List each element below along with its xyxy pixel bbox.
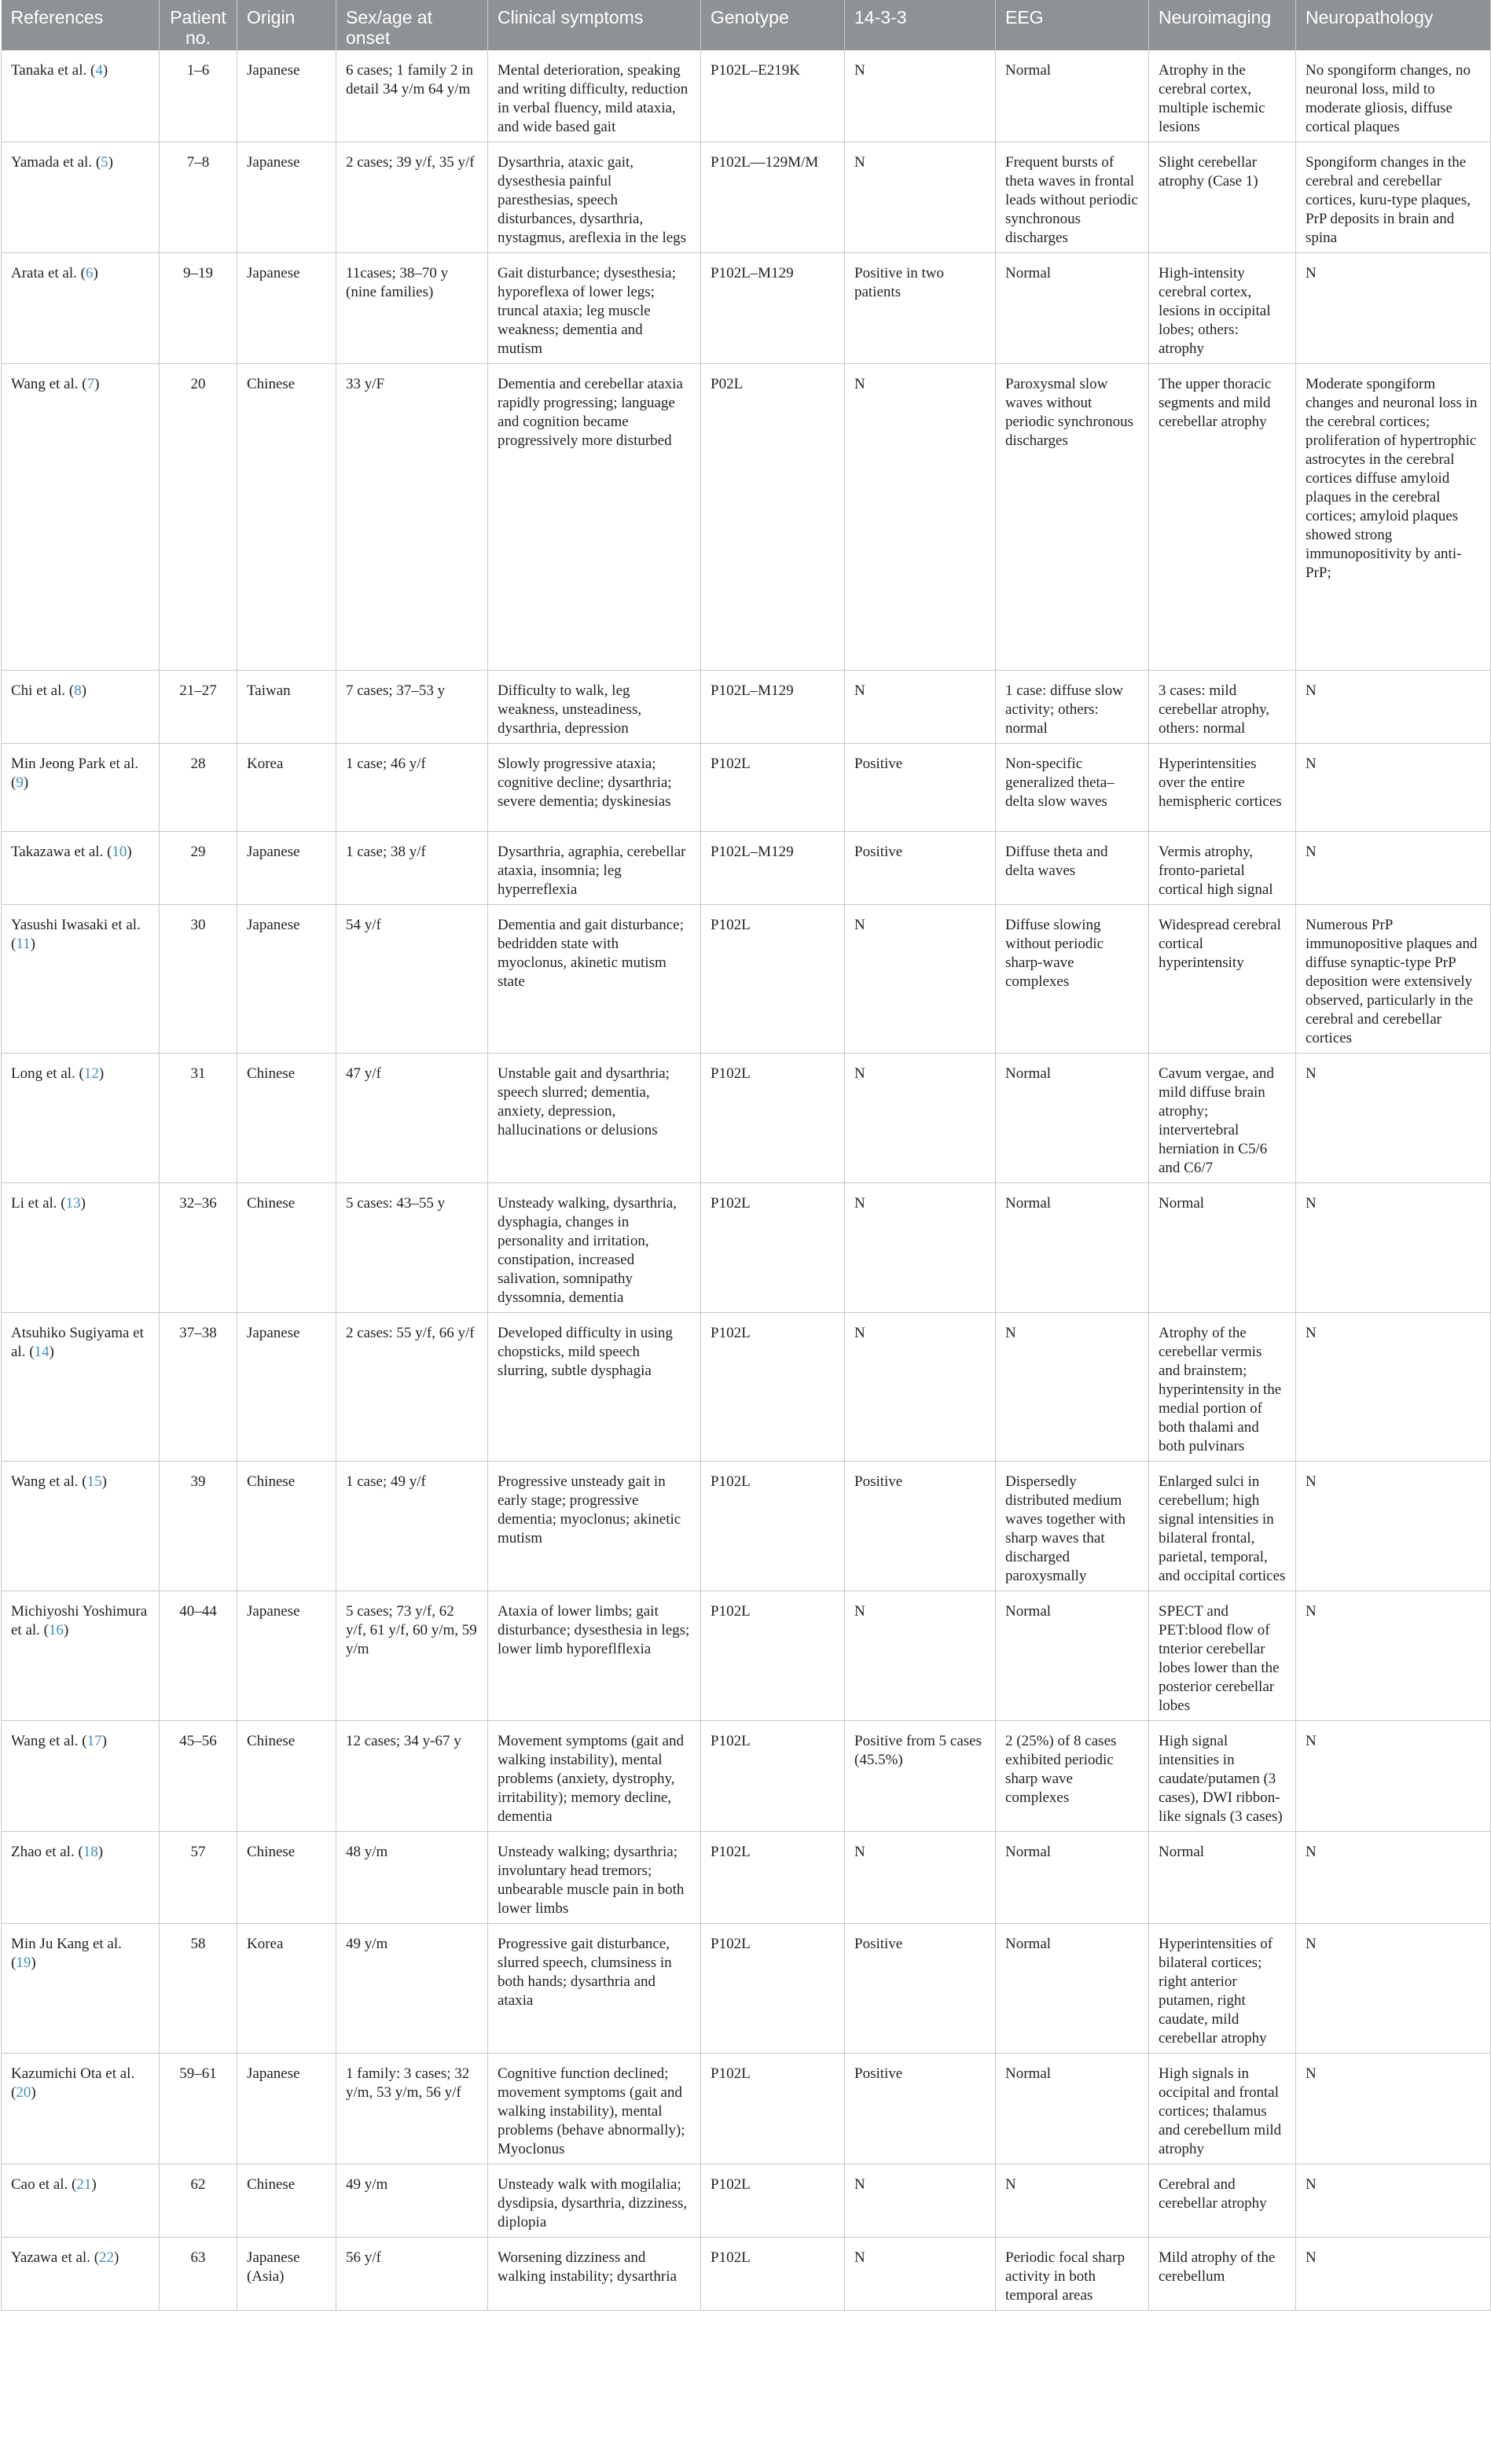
- reference-close: ): [127, 844, 132, 860]
- eeg-cell: Diffuse theta and delta waves: [996, 832, 1149, 905]
- eeg-cell: Non-specific generalized theta–delta slow waves: [996, 744, 1149, 832]
- patient-no-cell: 63: [160, 2238, 237, 2311]
- header-row: [2, 0, 1491, 50]
- neuropathology-cell: Moderate spongiform changes and neuronal loss in the cerebral cortices; proliferation of hypertrophic astrocytes in the cerebral cortices diffuse amyloid plaques in the cerebral cortices; amyloid plaques showed strong immunopositivity by anti-PrP;: [1296, 364, 1491, 671]
- origin-cell: Japanese: [237, 142, 336, 253]
- genotype-cell: P102L–M129: [701, 671, 845, 744]
- reference-close: ): [101, 1733, 107, 1749]
- origin-cell: Japanese: [237, 832, 336, 905]
- reference-cell: [2, 832, 160, 905]
- eeg-cell: Normal: [996, 1054, 1149, 1183]
- neuroimaging-cell: Atrophy of the cerebellar vermis and brainstem; hyperintensity in the medial portion of both thalami and both pulvinars: [1149, 1313, 1296, 1462]
- table-row: [2, 1832, 1491, 1924]
- reference-text: Arata et al. (: [11, 265, 86, 281]
- clinical-symptoms-cell: Ataxia of lower limbs; gait disturbance; dysesthesia in legs; lower limb hyporeflflexia: [488, 1591, 701, 1721]
- reference-text: Chi et al. (: [11, 682, 75, 699]
- citation-link[interactable]: 8: [74, 682, 82, 699]
- col-clinical-symptoms: Clinical symptoms: [488, 0, 701, 50]
- eeg-cell: 1 case: diffuse slow activity; others: normal: [996, 671, 1149, 744]
- clinical-symptoms-cell: Worsening dizziness and walking instability; dysarthria: [488, 2238, 701, 2311]
- neuropathology-cell: No spongiform changes, no neuronal loss, mild to moderate gliosis, diffuse cortical plaques: [1296, 50, 1491, 142]
- protein-14-3-3-cell: N: [845, 1313, 996, 1462]
- neuropathology-cell: N: [1296, 1462, 1491, 1591]
- table-row: [2, 1313, 1491, 1462]
- sex-age-cell: 1 case; 38 y/f: [336, 832, 488, 905]
- table-row: [2, 50, 1491, 142]
- reference-text: Wang et al. (: [11, 1733, 87, 1749]
- reference-close: ): [64, 1622, 69, 1638]
- reference-text: Michiyoshi Yoshimura et al. (: [11, 1603, 148, 1638]
- patient-no-cell: 29: [160, 832, 237, 905]
- col-patient-no: Patient no.: [160, 0, 237, 50]
- genotype-cell: P102L: [701, 1591, 845, 1721]
- neuroimaging-cell: Mild atrophy of the cerebellum: [1149, 2238, 1296, 2311]
- eeg-cell: Dispersedly distributed medium waves together with sharp waves that discharged paroxysmally: [996, 1462, 1149, 1591]
- reference-close: ): [80, 1195, 86, 1212]
- patient-no-cell: 1–6: [160, 50, 237, 142]
- clinical-symptoms-cell: Slowly progressive ataxia; cognitive decline; dysarthria; severe dementia; dyskinesias: [488, 744, 701, 832]
- patient-no-cell: 40–44: [160, 1591, 237, 1721]
- citation-link[interactable]: 15: [86, 1473, 102, 1490]
- neuropathology-cell: Spongiform changes in the cerebral and cerebellar cortices, kuru-type plaques, PrP deposits in brain and spina: [1296, 142, 1491, 253]
- reference-close: ): [98, 1065, 105, 1082]
- table-row: [2, 142, 1491, 253]
- genotype-cell: P102L: [701, 2164, 845, 2238]
- origin-cell: Japanese: [237, 253, 336, 364]
- table-row: [2, 2054, 1491, 2164]
- origin-cell: Chinese: [237, 1183, 336, 1313]
- protein-14-3-3-cell: N: [845, 1183, 996, 1313]
- citation-link[interactable]: 4: [95, 62, 103, 79]
- protein-14-3-3-cell: N: [845, 671, 996, 744]
- col-origin: Origin: [237, 0, 336, 50]
- citation-link[interactable]: 14: [34, 1344, 50, 1360]
- reference-close: ): [101, 1473, 107, 1490]
- col-neuropathology: Neuropathology: [1296, 0, 1491, 50]
- reference-close: ): [30, 936, 35, 952]
- citation-link[interactable]: 17: [86, 1733, 102, 1749]
- protein-14-3-3-cell: Positive in two patients: [845, 253, 996, 364]
- reference-cell: [2, 744, 160, 832]
- genotype-cell: P102L: [701, 1832, 845, 1924]
- neuroimaging-cell: SPECT and PET:blood flow of tnterior cerebellar lobes lower than the posterior cerebellar lobes: [1149, 1591, 1296, 1721]
- reference-text: Yamada et al. (: [11, 154, 101, 171]
- neuropathology-cell: N: [1296, 253, 1491, 364]
- table-row: [2, 1054, 1491, 1183]
- col-14-3-3: 14-3-3: [845, 0, 996, 50]
- sex-age-cell: 1 case; 46 y/f: [336, 744, 488, 832]
- sex-age-cell: 56 y/f: [336, 2238, 488, 2311]
- origin-cell: Japanese (Asia): [237, 2238, 336, 2311]
- genotype-cell: P102L: [701, 905, 845, 1054]
- clinical-symptoms-cell: Unsteady walk with mogilalia; dysdipsia, dysarthria, dizziness, diplopia: [488, 2164, 701, 2238]
- reference-cell: [2, 1832, 160, 1924]
- reference-text: Takazawa et al. (: [11, 844, 112, 860]
- origin-cell: Chinese: [237, 1054, 336, 1183]
- sex-age-cell: 7 cases; 37–53 y: [336, 671, 488, 744]
- clinical-symptoms-cell: Movement symptoms (gait and walking instability), mental problems (anxiety, dystrophy, irritability); memory decline, dementia: [488, 1721, 701, 1832]
- sex-age-cell: 1 case; 49 y/f: [336, 1462, 488, 1591]
- neuroimaging-cell: Widespread cerebral cortical hyperintensity: [1149, 905, 1296, 1054]
- origin-cell: Japanese: [237, 50, 336, 142]
- neuropathology-cell: N: [1296, 1924, 1491, 2054]
- sex-age-cell: 2 cases: 55 y/f, 66 y/f: [336, 1313, 488, 1462]
- citation-link[interactable]: 20: [16, 2084, 31, 2101]
- neuropathology-cell: N: [1296, 1313, 1491, 1462]
- neuroimaging-cell: The upper thoracic segments and mild cerebellar atrophy: [1149, 364, 1296, 671]
- eeg-cell: Paroxysmal slow waves without periodic synchronous discharges: [996, 364, 1149, 671]
- reference-cell: [2, 905, 160, 1054]
- reference-cell: [2, 142, 160, 253]
- reference-text: Atsuhiko Sugiyama et al. (: [11, 1325, 144, 1360]
- reference-text: Min Jeong Park et al. (: [11, 756, 139, 791]
- clinical-symptoms-cell: Developed difficulty in using chopsticks, mild speech slurring, subtle dysphagia: [488, 1313, 701, 1462]
- citation-link[interactable]: 9: [16, 774, 24, 791]
- reference-text: Cao et al. (: [11, 2176, 77, 2193]
- neuroimaging-cell: Cavum vergae, and mild diffuse brain atrophy; intervertebral herniation in C5/6 and C6/7: [1149, 1054, 1296, 1183]
- reference-close: ): [91, 2176, 97, 2193]
- citation-link[interactable]: 10: [112, 844, 127, 860]
- sex-age-cell: 2 cases; 39 y/f, 35 y/f: [336, 142, 488, 253]
- genotype-cell: P102L: [701, 2054, 845, 2164]
- protein-14-3-3-cell: N: [845, 2164, 996, 2238]
- table-body: [2, 50, 1491, 2311]
- origin-cell: Japanese: [237, 1313, 336, 1462]
- references-table: [1, 0, 1491, 2311]
- genotype-cell: P102L–E219K: [701, 50, 845, 142]
- col-references: References: [2, 0, 160, 50]
- reference-cell: [2, 1054, 160, 1183]
- table-row: [2, 1591, 1491, 1721]
- reference-text: Li et al. (: [11, 1195, 66, 1212]
- reference-close: ): [93, 265, 98, 281]
- origin-cell: Chinese: [237, 2164, 336, 2238]
- patient-no-cell: 21–27: [160, 671, 237, 744]
- reference-text: Tanaka et al. (: [11, 62, 96, 79]
- neuropathology-cell: N: [1296, 832, 1491, 905]
- neuroimaging-cell: Normal: [1149, 1832, 1296, 1924]
- origin-cell: Japanese: [237, 905, 336, 1054]
- origin-cell: Chinese: [237, 1832, 336, 1924]
- origin-cell: Japanese: [237, 2054, 336, 2164]
- sex-age-cell: 5 cases: 43–55 y: [336, 1183, 488, 1313]
- patient-no-cell: 37–38: [160, 1313, 237, 1462]
- reference-close: ): [31, 1955, 36, 1971]
- citation-link[interactable]: 18: [83, 1844, 98, 1860]
- reference-cell: [2, 1721, 160, 1832]
- col-genotype: Genotype: [701, 0, 845, 50]
- neuroimaging-cell: 3 cases: mild cerebellar atrophy, others: normal: [1149, 671, 1296, 744]
- eeg-cell: Normal: [996, 1924, 1149, 2054]
- neuroimaging-cell: Hyperintensities of bilateral cortices; right anterior putamen, right caudate, mild cerebellar atrophy: [1149, 1924, 1296, 2054]
- table-row: [2, 253, 1491, 364]
- patient-no-cell: 30: [160, 905, 237, 1054]
- reference-text: Zhao et al. (: [11, 1844, 83, 1860]
- neuroimaging-cell: Enlarged sulci in cerebellum; high signal intensities in bilateral frontal, parietal, temporal, and occipital cortices: [1149, 1462, 1296, 1591]
- clinical-symptoms-cell: Difficulty to walk, leg weakness, unsteadiness, dysarthria, depression: [488, 671, 701, 744]
- patient-no-cell: 32–36: [160, 1183, 237, 1313]
- neuropathology-cell: N: [1296, 744, 1491, 832]
- genotype-cell: P102L: [701, 1721, 845, 1832]
- sex-age-cell: 33 y/F: [336, 364, 488, 671]
- citation-link[interactable]: 21: [76, 2176, 92, 2193]
- neuropathology-cell: N: [1296, 671, 1491, 744]
- neuropathology-cell: N: [1296, 1832, 1491, 1924]
- protein-14-3-3-cell: N: [845, 1832, 996, 1924]
- table-row: [2, 1924, 1491, 2054]
- sex-age-cell: 47 y/f: [336, 1054, 488, 1183]
- genotype-cell: P02L: [701, 364, 845, 671]
- genotype-cell: P102L: [701, 1054, 845, 1183]
- protein-14-3-3-cell: Positive: [845, 1924, 996, 2054]
- col-eeg: EEG: [996, 0, 1149, 50]
- reference-cell: [2, 2054, 160, 2164]
- eeg-cell: Diffuse slowing without periodic sharp-wave complexes: [996, 905, 1149, 1054]
- reference-text: Long et al. (: [11, 1065, 84, 1082]
- sex-age-cell: 5 cases; 73 y/f, 62 y/f, 61 y/f, 60 y/m, 59 y/m: [336, 1591, 488, 1721]
- patient-no-cell: 28: [160, 744, 237, 832]
- clinical-symptoms-cell: Dementia and gait disturbance; bedridden state with myoclonus, akinetic mutism state: [488, 905, 701, 1054]
- reference-text: Yasushi Iwasaki et al. (: [11, 917, 141, 952]
- patient-no-cell: 57: [160, 1832, 237, 1924]
- eeg-cell: Normal: [996, 50, 1149, 142]
- eeg-cell: N: [996, 1313, 1149, 1462]
- eeg-cell: Normal: [996, 253, 1149, 364]
- neuroimaging-cell: High signal intensities in caudate/putamen (3 cases), DWI ribbon-like signals (3 cases): [1149, 1721, 1296, 1832]
- neuropathology-cell: N: [1296, 2164, 1491, 2238]
- table-row: [2, 364, 1491, 671]
- clinical-symptoms-cell: Progressive gait disturbance, slurred speech, clumsiness in both hands; dysarthria and ataxia: [488, 1924, 701, 2054]
- origin-cell: Japanese: [237, 1591, 336, 1721]
- neuroimaging-cell: High signals in occipital and frontal cortices; thalamus and cerebellum mild atrophy: [1149, 2054, 1296, 2164]
- origin-cell: Taiwan: [237, 671, 336, 744]
- col-neuroimaging: Neuroimaging: [1149, 0, 1296, 50]
- protein-14-3-3-cell: N: [845, 364, 996, 671]
- table-row: [2, 2164, 1491, 2238]
- reference-cell: [2, 364, 160, 671]
- origin-cell: Chinese: [237, 364, 336, 671]
- neuroimaging-cell: Slight cerebellar atrophy (Case 1): [1149, 142, 1296, 253]
- table-row: [2, 905, 1491, 1054]
- reference-cell: [2, 671, 160, 744]
- reference-cell: [2, 2238, 160, 2311]
- eeg-cell: Periodic focal sharp activity in both temporal areas: [996, 2238, 1149, 2311]
- eeg-cell: Frequent bursts of theta waves in frontal leads without periodic synchronous discharges: [996, 142, 1149, 253]
- reference-cell: [2, 1313, 160, 1462]
- reference-text: Wang et al. (: [11, 376, 87, 392]
- reference-cell: [2, 1183, 160, 1313]
- neuropathology-cell: Numerous PrP immunopositive plaques and diffuse synaptic-type PrP deposition were extensively observed, particularly in the cerebral and cerebellar cortices: [1296, 905, 1491, 1054]
- genotype-cell: P102L: [701, 744, 845, 832]
- patient-no-cell: 39: [160, 1462, 237, 1591]
- citation-link[interactable]: 13: [65, 1195, 81, 1212]
- reference-close: ): [108, 154, 113, 171]
- neuroimaging-cell: Atrophy in the cerebral cortex, multiple ischemic lesions: [1149, 50, 1296, 142]
- protein-14-3-3-cell: Positive: [845, 1462, 996, 1591]
- reference-close: ): [97, 1844, 104, 1860]
- neuropathology-cell: N: [1296, 1721, 1491, 1832]
- eeg-cell: 2 (25%) of 8 cases exhibited periodic sharp wave complexes: [996, 1721, 1149, 1832]
- eeg-cell: Normal: [996, 2054, 1149, 2164]
- genotype-cell: P102L–M129: [701, 832, 845, 905]
- neuropathology-cell: N: [1296, 1183, 1491, 1313]
- reference-close: ): [102, 62, 108, 79]
- reference-cell: [2, 50, 160, 142]
- sex-age-cell: 1 family: 3 cases; 32 y/m, 53 y/m, 56 y/f: [336, 2054, 488, 2164]
- protein-14-3-3-cell: N: [845, 1054, 996, 1183]
- neuropathology-cell: N: [1296, 2054, 1491, 2164]
- reference-text: Wang et al. (: [11, 1473, 87, 1490]
- sex-age-cell: 11cases; 38–70 y (nine families): [336, 253, 488, 364]
- protein-14-3-3-cell: N: [845, 905, 996, 1054]
- clinical-symptoms-cell: Dysarthria, ataxic gait, dysesthesia painful paresthesias, speech disturbances, dysarthria, nystagmus, areflexia in the legs: [488, 142, 701, 253]
- origin-cell: Chinese: [237, 1721, 336, 1832]
- neuroimaging-cell: Normal: [1149, 1183, 1296, 1313]
- table-row: [2, 1462, 1491, 1591]
- table-row: [2, 1183, 1491, 1313]
- neuroimaging-cell: Hyperintensities over the entire hemispheric cortices: [1149, 744, 1296, 832]
- reference-close: ): [94, 376, 100, 392]
- table-row: [2, 1721, 1491, 1832]
- citation-link[interactable]: 19: [16, 1955, 31, 1971]
- protein-14-3-3-cell: N: [845, 142, 996, 253]
- col-sex-age: Sex/age at onset: [336, 0, 488, 50]
- neuroimaging-cell: High-intensity cerebral cortex, lesions in occipital lobes; others: atrophy: [1149, 253, 1296, 364]
- genotype-cell: P102L: [701, 1924, 845, 2054]
- protein-14-3-3-cell: Positive: [845, 832, 996, 905]
- citation-link[interactable]: 12: [83, 1065, 99, 1082]
- neuropathology-cell: N: [1296, 2238, 1491, 2311]
- citation-link[interactable]: 7: [86, 376, 95, 392]
- origin-cell: Chinese: [237, 1462, 336, 1591]
- genotype-cell: P102L: [701, 1183, 845, 1313]
- citation-link[interactable]: 22: [99, 2249, 115, 2266]
- reference-text: Yazawa et al. (: [11, 2249, 100, 2266]
- table-row: [2, 2238, 1491, 2311]
- sex-age-cell: 12 cases; 34 y-67 y: [336, 1721, 488, 1832]
- genotype-cell: P102L: [701, 2238, 845, 2311]
- reference-cell: [2, 253, 160, 364]
- patient-no-cell: 45–56: [160, 1721, 237, 1832]
- reference-close: ): [49, 1344, 54, 1360]
- patient-no-cell: 7–8: [160, 142, 237, 253]
- genotype-cell: P102L: [701, 1462, 845, 1591]
- clinical-symptoms-cell: Dementia and cerebellar ataxia rapidly progressing; language and cognition became progressively more disturbed: [488, 364, 701, 671]
- table-row: [2, 671, 1491, 744]
- clinical-symptoms-cell: Gait disturbance; dysesthesia; hyporeflexa of lower legs; truncal ataxia; leg muscle weakness; dementia and mutism: [488, 253, 701, 364]
- eeg-cell: Normal: [996, 1832, 1149, 1924]
- neuropathology-cell: N: [1296, 1054, 1491, 1183]
- reference-close: ): [31, 2084, 36, 2101]
- clinical-symptoms-cell: Dysarthria, agraphia, cerebellar ataxia, insomnia; leg hyperreflexia: [488, 832, 701, 905]
- sex-age-cell: 6 cases; 1 family 2 in detail 34 y/m 64 y/m: [336, 50, 488, 142]
- reference-close: ): [23, 774, 29, 791]
- genotype-cell: P102L—129M/M: [701, 142, 845, 253]
- clinical-symptoms-cell: Unsteady walking, dysarthria, dysphagia, changes in personality and irritation, constipation, increased salivation, somnipathy dyssomnia, dementia: [488, 1183, 701, 1313]
- protein-14-3-3-cell: Positive from 5 cases (45.5%): [845, 1721, 996, 1832]
- protein-14-3-3-cell: N: [845, 50, 996, 142]
- table-row: [2, 832, 1491, 905]
- neuroimaging-cell: Vermis atrophy, fronto-parietal cortical high signal: [1149, 832, 1296, 905]
- neuropathology-cell: N: [1296, 1591, 1491, 1721]
- patient-no-cell: 9–19: [160, 253, 237, 364]
- patient-no-cell: 31: [160, 1054, 237, 1183]
- genotype-cell: P102L–M129: [701, 253, 845, 364]
- eeg-cell: N: [996, 2164, 1149, 2238]
- reference-cell: [2, 1924, 160, 2054]
- eeg-cell: Normal: [996, 1183, 1149, 1313]
- origin-cell: Korea: [237, 744, 336, 832]
- protein-14-3-3-cell: Positive: [845, 744, 996, 832]
- protein-14-3-3-cell: N: [845, 2238, 996, 2311]
- citation-link[interactable]: 6: [85, 265, 94, 281]
- reference-close: ): [81, 682, 87, 699]
- origin-cell: Korea: [237, 1924, 336, 2054]
- sex-age-cell: 49 y/m: [336, 2164, 488, 2238]
- reference-cell: [2, 1591, 160, 1721]
- patient-no-cell: 58: [160, 1924, 237, 2054]
- clinical-symptoms-cell: Progressive unsteady gait in early stage; progressive dementia; myoclonus; akinetic mutism: [488, 1462, 701, 1591]
- sex-age-cell: 48 y/m: [336, 1832, 488, 1924]
- citation-link[interactable]: 16: [49, 1622, 64, 1638]
- table-row: [2, 744, 1491, 832]
- clinical-symptoms-cell: Unstable gait and dysarthria; speech slurred; dementia, anxiety, depression, hallucinations or delusions: [488, 1054, 701, 1183]
- clinical-symptoms-cell: Cognitive function declined; movement symptoms (gait and walking instability), mental problems (behave abnormally); Myoclonus: [488, 2054, 701, 2164]
- reference-text: Kazumichi Ota et al.(: [11, 2065, 135, 2101]
- reference-cell: [2, 1462, 160, 1591]
- reference-close: ): [114, 2249, 119, 2266]
- patient-no-cell: 62: [160, 2164, 237, 2238]
- eeg-cell: Normal: [996, 1591, 1149, 1721]
- protein-14-3-3-cell: N: [845, 1591, 996, 1721]
- sex-age-cell: 49 y/m: [336, 1924, 488, 2054]
- clinical-symptoms-cell: Mental deterioration, speaking and writing difficulty, reduction in verbal fluency, mild ataxia, and wide based gait: [488, 50, 701, 142]
- clinical-symptoms-cell: Unsteady walking; dysarthria; involuntary head tremors; unbearable muscle pain in both lower limbs: [488, 1832, 701, 1924]
- patient-no-cell: 20: [160, 364, 237, 671]
- genotype-cell: P102L: [701, 1313, 845, 1462]
- reference-cell: [2, 2164, 160, 2238]
- sex-age-cell: 54 y/f: [336, 905, 488, 1054]
- citation-link[interactable]: 11: [16, 936, 31, 952]
- reference-text: Min Ju Kang et al. (: [11, 1936, 122, 1971]
- neuroimaging-cell: Cerebral and cerebellar atrophy: [1149, 2164, 1296, 2238]
- patient-no-cell: 59–61: [160, 2054, 237, 2164]
- protein-14-3-3-cell: Positive: [845, 2054, 996, 2164]
- citation-link[interactable]: 5: [101, 154, 108, 171]
